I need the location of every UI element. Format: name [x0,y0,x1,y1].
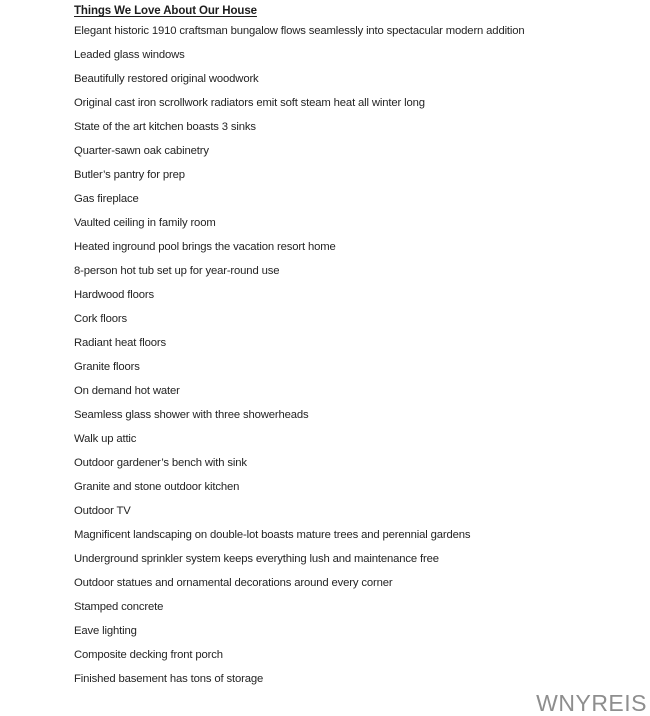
list-item: Eave lighting [74,625,137,637]
list-item: Elegant historic 1910 craftsman bungalow flows seamlessly into spectacular modern addition [74,25,525,37]
document-title: Things We Love About Our House [74,5,257,17]
list-item: Composite decking front porch [74,649,223,661]
list-item: Radiant heat floors [74,337,166,349]
list-item: Finished basement has tons of storage [74,673,264,685]
list-item: On demand hot water [74,385,180,397]
list-item: Gas fireplace [74,193,139,205]
list-item: Hardwood floors [74,289,155,301]
list-item: Vaulted ceiling in family room [74,217,216,229]
list-item: 8-person hot tub set up for year-round use [74,265,280,277]
list-item: Walk up attic [74,433,137,445]
list-item: Stamped concrete [74,601,164,613]
list-item: Quarter-sawn oak cabinetry [74,145,209,157]
list-item: Outdoor statues and ornamental decorations around every corner [74,577,393,589]
list-item: Outdoor gardener’s bench with sink [74,457,247,469]
list-item: Leaded glass windows [74,49,185,61]
list-item: Granite floors [74,361,140,373]
list-item: Magnificent landscaping on double-lot boasts mature trees and perennial gardens [74,529,471,541]
feature-list [74,26,630,686]
list-item: Seamless glass shower with three showerheads [74,409,309,421]
list-item: Granite and stone outdoor kitchen [74,481,240,493]
list-item: Underground sprinkler system keeps everything lush and maintenance free [74,553,439,565]
list-item: Cork floors [74,313,127,325]
list-item: Butler’s pantry for prep [74,169,185,181]
list-item: Beautifully restored original woodwork [74,73,259,85]
document-content [74,5,630,698]
list-item: State of the art kitchen boasts 3 sinks [74,121,256,133]
list-item: Heated inground pool brings the vacation resort home [74,241,336,253]
list-item: Original cast iron scrollwork radiators emit soft steam heat all winter long [74,97,425,109]
list-item: Outdoor TV [74,505,131,517]
watermark-text: WNYREIS [536,690,647,716]
